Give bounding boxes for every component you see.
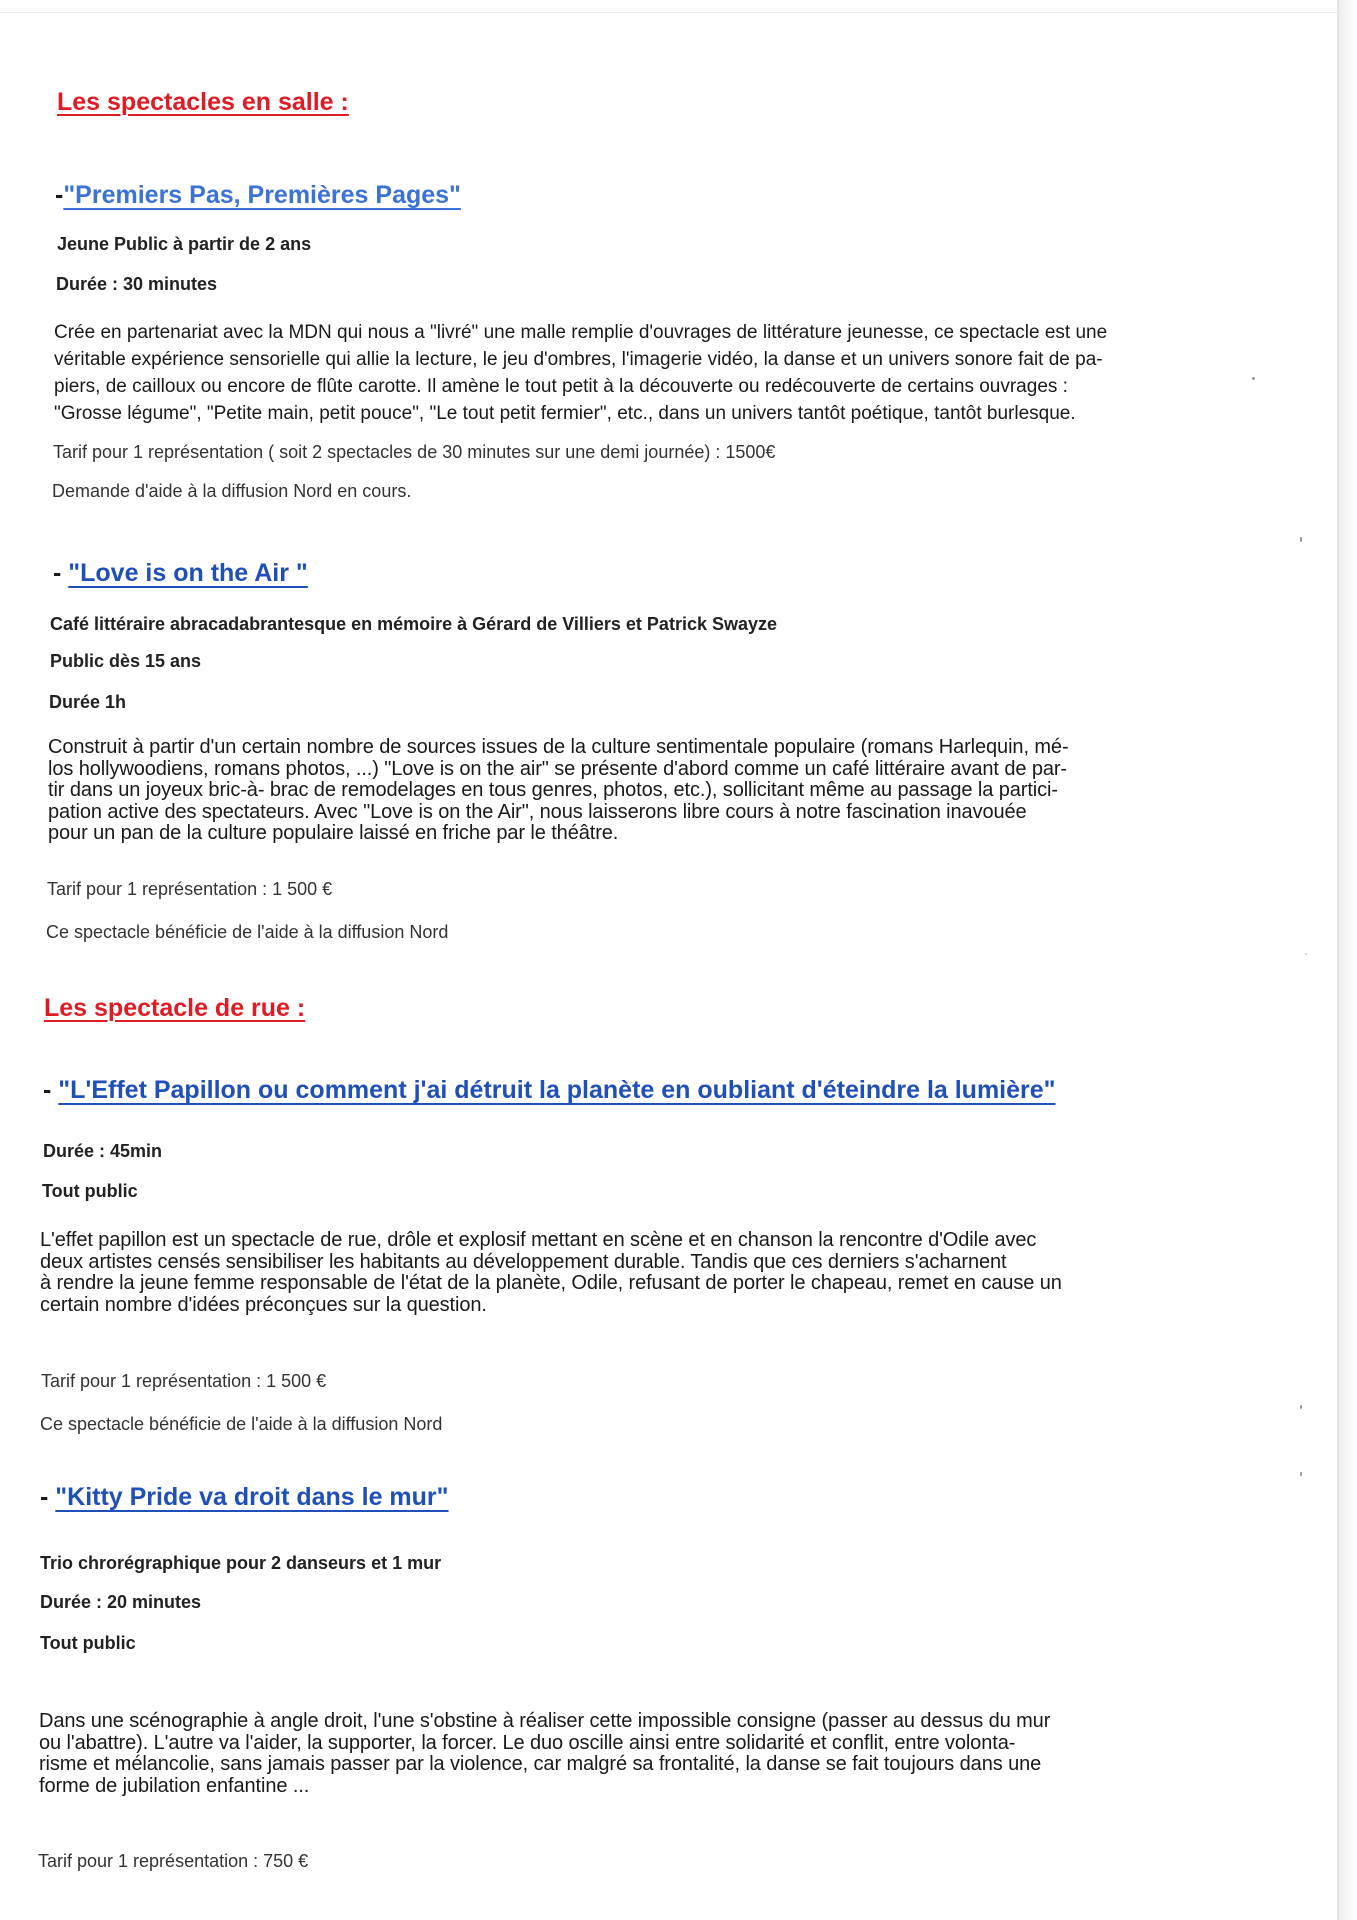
show-title-love-is-on-the-air bbox=[53, 559, 308, 588]
show-audience: Public dès 15 ans bbox=[50, 651, 202, 671]
show-aide-diffusion: Ce spectacle bénéficie de l'aide à la diffusion Nord bbox=[40, 1414, 443, 1434]
show-subtitle: Trio chrorégraphique pour 2 danseurs et 1 mur bbox=[40, 1553, 442, 1573]
show-audience: Tout public bbox=[42, 1181, 138, 1201]
description-line: Construit à partir d'un certain nombre de sources issues de la culture sentimentale populaire (romans Harlequin, mé- bbox=[48, 736, 1069, 758]
show-aide-diffusion: Ce spectacle bénéficie de l'aide à la diffusion Nord bbox=[46, 922, 449, 942]
title-dash: - bbox=[53, 559, 62, 587]
description-line: tir dans un joyeux bric-à- brac de remodelages en tous genres, photos, etc.), sollicitant même au passage la partici- bbox=[48, 779, 1058, 801]
description-line: certain nombre d'idées préconçues sur la question. bbox=[40, 1293, 487, 1316]
description-line: los hollywoodiens, romans photos, ...) "Love is on the air" se présente d'abord comme un café littéraire avant de par- bbox=[48, 757, 1067, 780]
show-tarif: Tarif pour 1 représentation : 1 500 € bbox=[41, 1371, 327, 1391]
description-line: L'effet papillon est un spectacle de rue, drôle et explosif mettant en scène et en chanson la rencontre d'Odile avec bbox=[40, 1229, 1037, 1251]
section-heading-rue: Les spectacle de rue : bbox=[44, 994, 306, 1022]
show-tarif: Tarif pour 1 représentation : 750 € bbox=[38, 1851, 309, 1871]
scan-top-edge bbox=[0, 12, 1337, 13]
description-line: ou l'abattre). L'autre va l'aider, la supporter, la forcer. Le duo oscille ainsi entre solidarité et conflit, entre volonta- bbox=[39, 1731, 1016, 1754]
show-audience: Jeune Public à partir de 2 ans bbox=[57, 234, 312, 254]
description-line: deux artistes censés sensibiliser les habitants au développement durable. Tandis que ces derniers s'acharnent bbox=[40, 1250, 1007, 1273]
description-line: à rendre la jeune femme responsable de l'état de la planète, Odile, refusant de porter le chapeau, remet en cause un bbox=[40, 1272, 1062, 1294]
show-duration: Durée : 30 minutes bbox=[56, 274, 218, 294]
description-line: pour un pan de la culture populaire laissé en friche par le théâtre. bbox=[48, 822, 619, 844]
show-tarif: Tarif pour 1 représentation : 1 500 € bbox=[47, 879, 333, 899]
show-title-text: "Kitty Pride va droit dans le mur" bbox=[55, 1483, 449, 1511]
show-title-text: "Love is on the Air " bbox=[68, 559, 308, 587]
description-line: forme de jubilation enfantine ... bbox=[39, 1774, 310, 1797]
section-heading-salle: Les spectacles en salle : bbox=[57, 88, 349, 116]
show-duration: Durée 1h bbox=[49, 692, 127, 712]
show-description bbox=[39, 1711, 1219, 1797]
description-line: "Grosse légume", "Petite main, petit pouce", "Le tout petit fermier", etc., dans un univers tantôt poétique, tantôt burlesque. bbox=[54, 403, 1076, 424]
show-duration: Durée : 20 minutes bbox=[40, 1592, 202, 1612]
show-description bbox=[48, 737, 1208, 845]
show-duration: Durée : 45min bbox=[43, 1141, 163, 1161]
description-line: pation active des spectateurs. Avec "Love is on the Air", nous laisserons libre cours à notre fascination inavouée bbox=[48, 800, 1027, 823]
description-line: Crée en partenariat avec la MDN qui nous a "livré" une malle remplie d'ouvrages de littérature jeunesse, ce spectacle est une bbox=[54, 322, 1108, 343]
description-line: risme et mélancolie, sans jamais passer par la violence, car malgré sa frontalité, la danse se fait toujours dans une bbox=[39, 1753, 1042, 1775]
show-aide-diffusion: Demande d'aide à la diffusion Nord en cours. bbox=[52, 481, 412, 501]
show-description bbox=[40, 1230, 1220, 1316]
show-audience: Tout public bbox=[40, 1633, 136, 1653]
description-line: piers, de cailloux ou encore de flûte carotte. Il amène le tout petit à la découverte ou redécouverte de certains ouvrages : bbox=[54, 376, 1068, 397]
title-dash: - bbox=[55, 181, 64, 209]
show-description bbox=[54, 319, 1204, 427]
show-tarif: Tarif pour 1 représentation ( soit 2 spectacles de 30 minutes sur une demi journée) : 1500€ bbox=[53, 442, 776, 462]
show-title-text: "L'Effet Papillon ou comment j'ai détruit la planète en oubliant d'éteindre la lumière" bbox=[58, 1076, 1056, 1104]
title-dash: - bbox=[40, 1483, 49, 1511]
description-line: Dans une scénographie à angle droit, l'une s'obstine à réaliser cette impossible consigne (passer au dessus du mur bbox=[39, 1710, 1051, 1732]
description-line: véritable expérience sensorielle qui allie la lecture, le jeu d'ombres, l'imagerie vidéo, la danse et un univers sonore fait de pa- bbox=[54, 349, 1103, 370]
show-subtitle: Café littéraire abracadabrantesque en mémoire à Gérard de Villiers et Patrick Swayze bbox=[50, 614, 778, 634]
show-title-premiers-pas bbox=[55, 181, 461, 210]
title-dash: - bbox=[43, 1076, 52, 1104]
scan-edge-shadow bbox=[1339, 0, 1357, 1920]
show-title-kitty-pride bbox=[40, 1483, 449, 1512]
show-title-text: "Premiers Pas, Premières Pages" bbox=[63, 181, 461, 209]
show-title-effet-papillon bbox=[43, 1076, 1056, 1105]
